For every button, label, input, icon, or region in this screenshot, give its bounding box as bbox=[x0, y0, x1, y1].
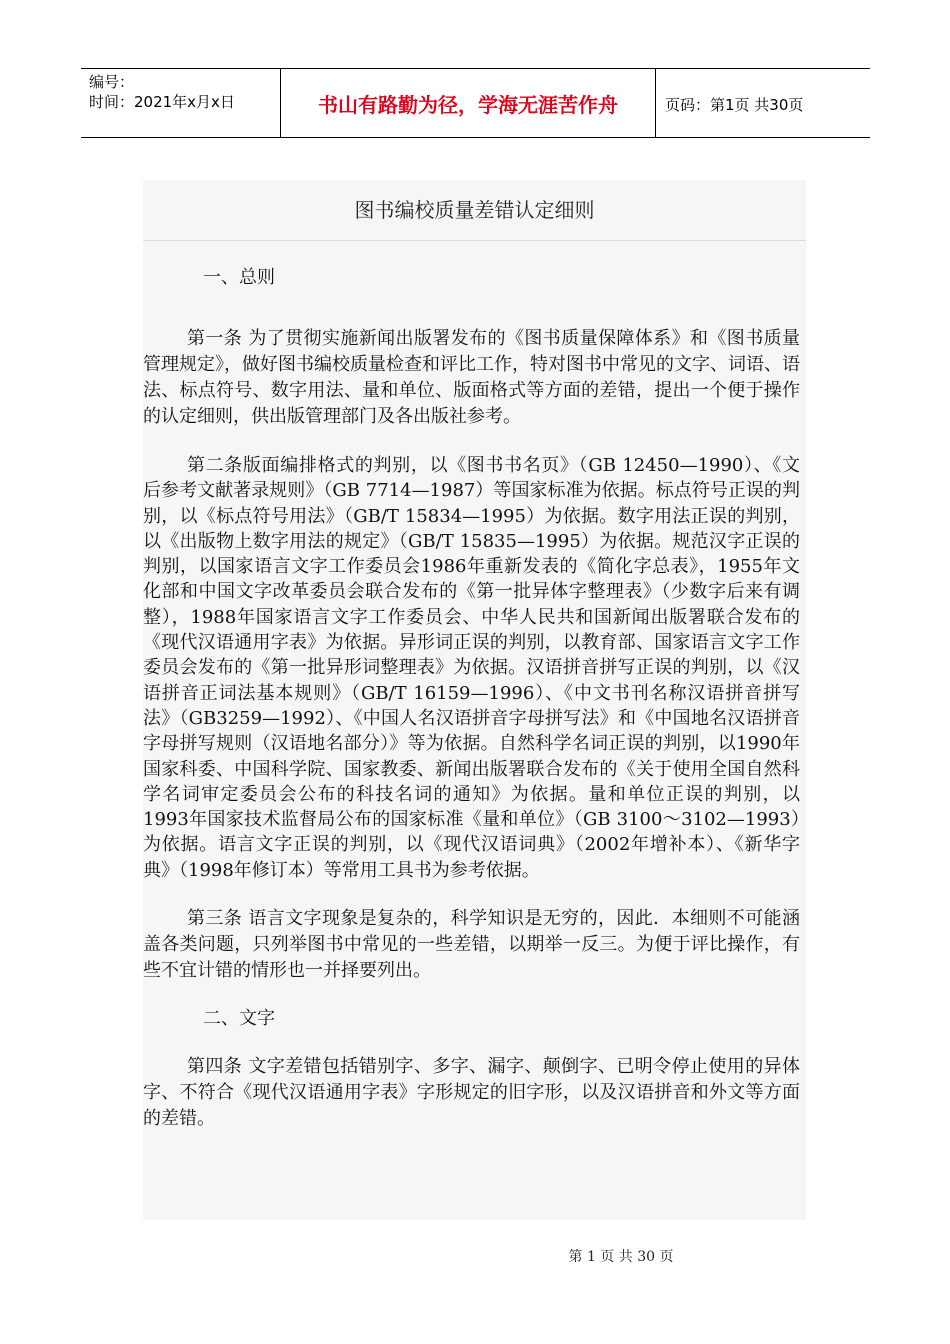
page-header bbox=[81, 68, 870, 138]
time-label: 时间：2021年x月x日 bbox=[89, 93, 235, 111]
header-motto: 书山有路勤为径，学海无涯苦作舟 bbox=[318, 93, 618, 117]
header-divider bbox=[655, 69, 656, 137]
document-title: 图书编校质量差错认定细则 bbox=[143, 180, 806, 241]
code-label: 编号： bbox=[89, 73, 135, 91]
paragraph: 第二条版面编排格式的判别，以《图书书名页》（GB 12450—1990）、《文后参考文献著录规则》（GB 7714—1987）等国家标准为依据。标点符号正误的判别，以《标点符号用法》（GB/T 15834—1995）为依据。数字用法正误的判别，以《出版物上数字用法的规定》（GB/T 15835—1995）为依据。规范汉字正误的判别，以国家语言文字工作委员会1986年重新发表的《简化字总表》，1955年文化部和中国文字改革委员会联合发布的《第一批异体字整理表》（少数字后来有调整），1988年国家语言文字工作委员会、中华人民共和国新闻出版署联合发布的《现代汉语通用字表》为依据。异形词正误的判别，以教育部、国家语言文字工作委员会发布的《第一批异形词整理表》为依据。汉语拼音拼写正误的判别，以《汉语拼音正词法基本规则》（GB/T 16159—1996）、《中文书刊名称汉语拼音拼写法》（GB3259—1992）、《中国人名汉语拼音字母拼写法》和《中国地名汉语拼音字母拼写规则（汉语地名部分）》等为依据。自然科学名词正误的判别，以1990年国家科委、中国科学院、国家教委、新闻出版署联合发布的《关于使用全国自然科学名词审定委员会公布的科技名词的通知》为依据。量和单位正误的判别，以1993年国家技术监督局公布的国家标准《量和单位》（GB 3100～3102—1993）为依据。语言文字正误的判别，以《现代汉语词典》（2002年增补本）、《新华字典》（1998年修订本）等常用工具书为参考依据。 bbox=[143, 455, 800, 881]
page-footer: 第 1 页 共 30 页 bbox=[568, 1249, 674, 1265]
header-meta bbox=[89, 72, 235, 112]
paragraph: 第三条 语言文字现象是复杂的，科学知识是无穷的，因此．本细则不可能涵盖各类问题，只列举图书中常见的一些差错，以期举一反三。为便于评比操作，有些不宜计错的情形也一并择要列出。 bbox=[143, 908, 800, 982]
paragraph: 第四条 文字差错包括错别字、多字、漏字、颠倒字、已明令停止使用的异体字、不符合《现代汉语通用字表》字形规定的旧字形，以及汉语拼音和外文等方面的差错。 bbox=[143, 1056, 800, 1130]
paragraph: 第一条 为了贯彻实施新闻出版署发布的《图书质量保障体系》和《图书质量管理规定》，做好图书编校质量检查和评比工作，特对图书中常见的文字、词语、语法、标点符号、数字用法、量和单位、版面格式等方面的差错，提出一个便于操作的认定细则，供出版管理部门及各出版社参考。 bbox=[143, 328, 800, 427]
section-heading: 二、文字 bbox=[203, 1008, 275, 1030]
section-heading: 一、总则 bbox=[203, 267, 275, 288]
header-page-info: 页码：第1页 共30页 bbox=[665, 96, 804, 114]
document-body bbox=[143, 265, 806, 1132]
document-content bbox=[143, 180, 806, 1220]
